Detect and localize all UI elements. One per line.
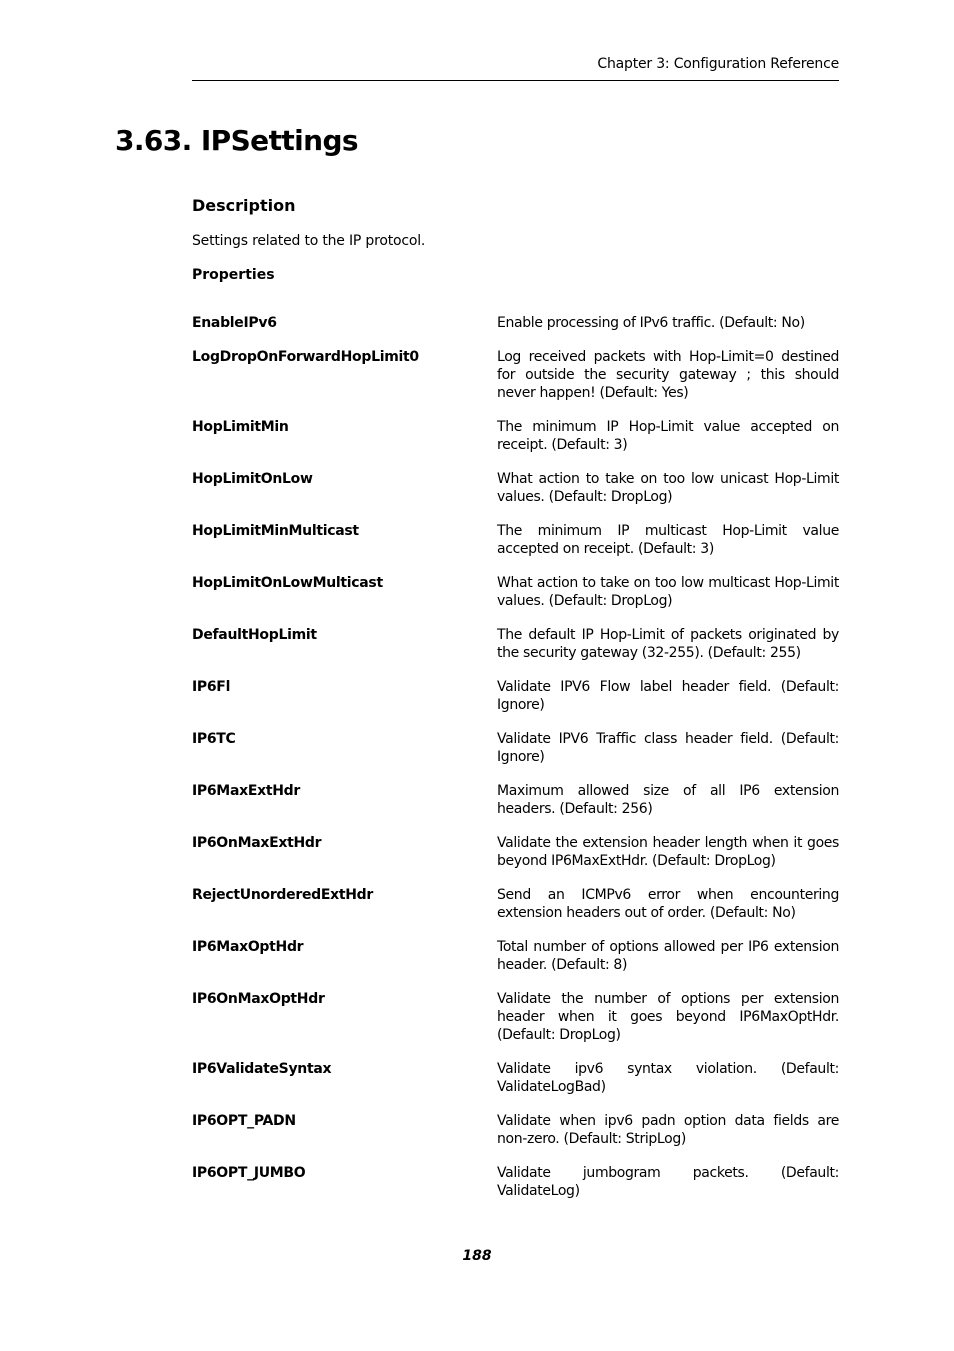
property-description: What action to take on too low multicast Hop-Limit values. (Default: DropLog) [497,575,839,609]
property-row [192,418,839,454]
description-heading: Description [192,196,296,215]
property-row [192,470,839,506]
property-row [192,348,839,402]
property-row [192,1112,839,1148]
property-row [192,522,839,558]
property-name: RejectUnorderedExtHdr [192,887,373,903]
property-name: IP6OPT_PADN [192,1113,296,1129]
property-row [192,782,839,818]
property-name: IP6Fl [192,679,231,695]
property-description: Validate ipv6 syntax violation. (Default: ValidateLogBad) [497,1061,839,1095]
property-description: Maximum allowed size of all IP6 extension headers. (Default: 256) [497,783,839,817]
property-description: Validate IPV6 Flow label header field. (Default: Ignore) [497,679,839,713]
property-description: Enable processing of IPv6 traffic. (Default: No) [497,315,805,331]
property-name: DefaultHopLimit [192,627,317,643]
property-description: The default IP Hop-Limit of packets originated by the security gateway (32-255). (Default: 255) [497,627,839,661]
property-row [192,990,839,1044]
property-name: HopLimitOnLowMulticast [192,575,383,591]
header-rule [192,80,839,81]
property-name: IP6ValidateSyntax [192,1061,332,1077]
property-row [192,886,839,922]
property-description: The minimum IP Hop-Limit value accepted on receipt. (Default: 3) [497,419,839,453]
property-name: IP6OPT_JUMBO [192,1165,306,1181]
property-row [192,938,839,974]
property-row [192,314,839,332]
properties-heading: Properties [192,267,275,283]
description-text: Settings related to the IP protocol. [192,233,426,249]
section-title: 3.63. IPSettings [115,124,358,157]
property-name: IP6OnMaxExtHdr [192,835,322,851]
property-row [192,678,839,714]
property-name: HopLimitOnLow [192,471,313,487]
property-description: Validate when ipv6 padn option data fields are non-zero. (Default: StripLog) [497,1113,839,1147]
property-name: EnableIPv6 [192,315,277,331]
property-description: The minimum IP multicast Hop-Limit value accepted on receipt. (Default: 3) [497,523,839,557]
property-name: IP6MaxExtHdr [192,783,300,799]
property-name: IP6OnMaxOptHdr [192,991,325,1007]
property-row [192,1060,839,1096]
property-name: IP6MaxOptHdr [192,939,304,955]
property-description: Total number of options allowed per IP6 extension header. (Default: 8) [497,939,839,973]
page-number: 188 [462,1248,492,1264]
property-description: What action to take on too low unicast Hop-Limit values. (Default: DropLog) [497,471,839,505]
property-row [192,1164,839,1200]
property-description: Validate the extension header length when it goes beyond IP6MaxExtHdr. (Default: DropLog) [497,835,839,869]
property-description: Log received packets with Hop-Limit=0 destined for outside the security gateway ; this should never happen! (Default: Yes) [497,349,839,401]
property-row [192,730,839,766]
property-description: Validate jumbogram packets. (Default: ValidateLog) [497,1165,839,1199]
chapter-header: Chapter 3: Configuration Reference [597,56,839,72]
property-row [192,834,839,870]
property-row [192,626,839,662]
property-row [192,574,839,610]
property-description: Validate IPV6 Traffic class header field. (Default: Ignore) [497,731,839,765]
property-name: LogDropOnForwardHopLimit0 [192,349,419,365]
property-description: Send an ICMPv6 error when encountering extension headers out of order. (Default: No) [497,887,839,921]
property-name: HopLimitMin [192,419,289,435]
properties-list [192,314,839,1216]
property-name: IP6TC [192,731,236,747]
property-name: HopLimitMinMulticast [192,523,359,539]
property-description: Validate the number of options per extension header when it goes beyond IP6MaxOptHdr. (Default: DropLog) [497,991,839,1043]
